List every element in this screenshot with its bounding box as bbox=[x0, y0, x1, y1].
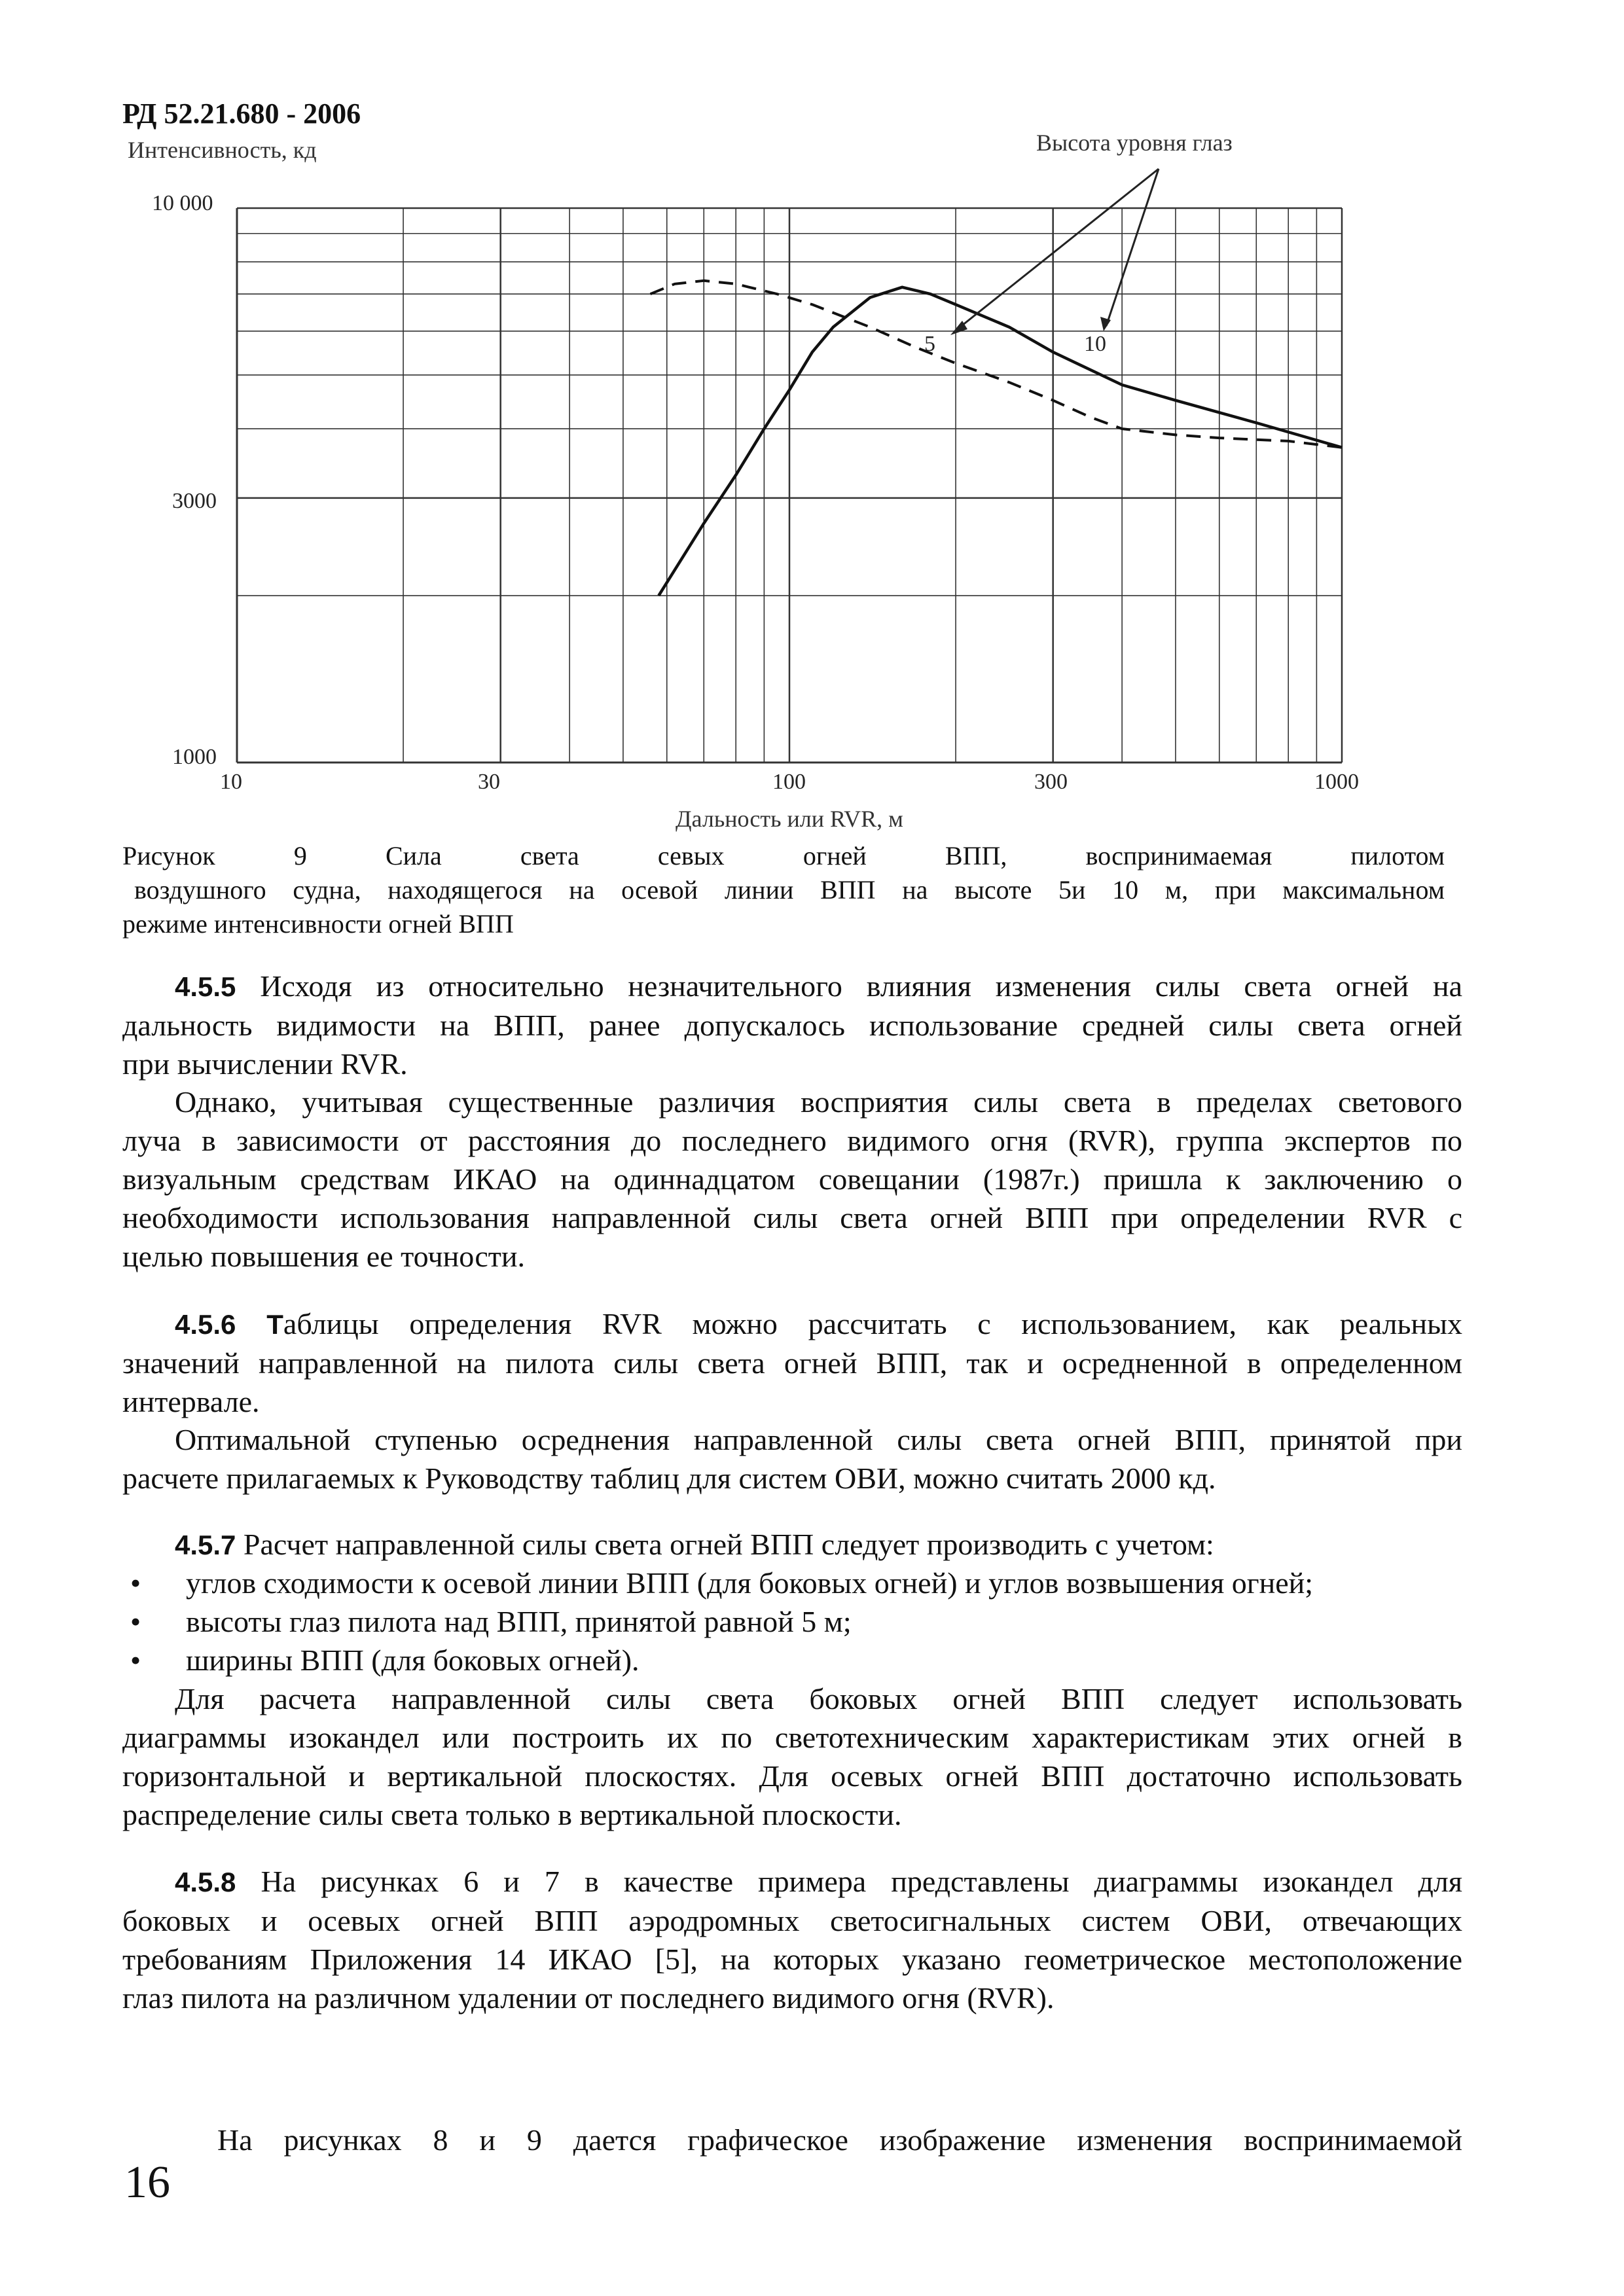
list-item bbox=[122, 1564, 1462, 1602]
caption-word: ВПП, bbox=[945, 841, 1007, 870]
paragraph-text: Оптимальной ступенью осреднения направленной силы света огней ВПП, принятой при bbox=[175, 1423, 1462, 1456]
paragraph-4-5-5-continued bbox=[122, 1083, 1462, 1276]
paragraph-text: Для расчета направленной силы света боковых огней ВПП следует использовать bbox=[175, 1682, 1462, 1715]
y-tick-label: 3000 bbox=[172, 489, 217, 513]
paragraph-4-5-6 bbox=[122, 1304, 1462, 1421]
paragraph-final bbox=[122, 2121, 1462, 2159]
paragraph-text: боковых и осевых огней ВПП аэродромных светосигнальных систем ОВИ, отвечающих bbox=[122, 1904, 1462, 1937]
paragraph-4-5-7-continued bbox=[122, 1679, 1462, 1834]
x-tick-label: 100 bbox=[772, 770, 806, 794]
figure-caption-line-1 bbox=[122, 839, 1445, 873]
paragraph-text: луча в зависимости от расстояния до последнего видимого огня (RVR), группа экспертов по bbox=[122, 1124, 1462, 1157]
paragraph-text: глаз пилота на различном удалении от последнего видимого огня (RVR). bbox=[122, 1981, 1055, 2015]
list-item-text: высоты глаз пилота над ВПП, принятой равной 5 м; bbox=[186, 1605, 852, 1638]
x-tick-label: 30 bbox=[478, 770, 500, 794]
arrow-line-10 bbox=[1106, 169, 1159, 326]
caption-word: пилотом bbox=[1350, 841, 1445, 870]
figure-caption-line-3: режиме интенсивности огней ВПП bbox=[122, 909, 514, 939]
paragraph-text: На рисунках 8 и 9 дается графическое изображение изменения воспринимаемой bbox=[217, 2123, 1462, 2157]
chart-grid bbox=[237, 208, 1342, 762]
x-tick-label: 1000 bbox=[1314, 770, 1359, 794]
page-number: 16 bbox=[124, 2157, 170, 2208]
curve-label-5: 5 bbox=[924, 332, 935, 356]
bullet-dot: • bbox=[130, 1605, 141, 1638]
paragraph-text: Однако, учитывая существенные различия восприятия силы света в пределах светового bbox=[175, 1085, 1462, 1119]
chart-series bbox=[651, 281, 1343, 596]
caption-word: света bbox=[520, 841, 579, 870]
paragraph-text: аблицы определения RVR можно рассчитать с использованием, как реальных bbox=[283, 1307, 1462, 1340]
paragraph-4-5-7 bbox=[122, 1525, 1462, 1564]
bullet-dot: • bbox=[130, 1566, 141, 1600]
eye-height-label: Высота уровня глаз bbox=[1036, 130, 1233, 156]
x-axis-label: Дальность или RVR, м bbox=[676, 806, 903, 832]
arrow-line-5 bbox=[956, 169, 1159, 331]
paragraph-text: требованиям Приложения 14 ИКАО [5], на которых указано геометрическое местоположение bbox=[122, 1943, 1462, 1976]
paragraph-text: расчете прилагаемых к Руководству таблиц для систем ОВИ, можно считать 2000 кд. bbox=[122, 1462, 1216, 1495]
eye-height-arrows bbox=[950, 169, 1159, 335]
list-item bbox=[122, 1641, 1462, 1679]
paragraph-text: горизонтальной и вертикальной плоскостях. Для осевых огней ВПП достаточно использовать bbox=[122, 1759, 1462, 1793]
x-tick-label: 10 bbox=[220, 770, 242, 794]
curve-label-10: 10 bbox=[1084, 332, 1106, 356]
section-number: 4.5.5 bbox=[175, 971, 236, 1002]
x-tick-label: 300 bbox=[1034, 770, 1068, 794]
figure-caption-line-2: воздушного судна, находящегося на осевой линии ВПП на высоте 5и 10 м, при максимальном bbox=[134, 875, 1445, 905]
paragraph-text: Расчет направленной силы света огней ВПП следует производить с учетом: bbox=[236, 1528, 1214, 1561]
list-item bbox=[122, 1602, 1462, 1641]
paragraph-text: дальность видимости на ВПП, ранее допускалось использование средней силы света огней bbox=[122, 1009, 1462, 1042]
caption-word: Сила bbox=[385, 841, 442, 870]
section-number: 4.5.7 bbox=[175, 1530, 236, 1560]
section-number: 4.5.8 bbox=[175, 1867, 236, 1897]
section-number: 4.5.6 bbox=[175, 1309, 236, 1340]
list-item-text: углов сходимости к осевой линии ВПП (для боковых огней) и углов возвышения огней; bbox=[186, 1566, 1314, 1600]
paragraph-text: диаграммы изокандел или построить их по светотехническим характеристикам этих огней в bbox=[122, 1721, 1462, 1754]
caption-word: севых bbox=[657, 841, 725, 870]
y-tick-label: 10 000 bbox=[152, 191, 213, 215]
paragraph-text: необходимости использования направленной силы света огней ВПП при определении RVR с bbox=[122, 1201, 1462, 1234]
series-line-10 bbox=[659, 287, 1342, 596]
paragraph-text: значений направленной на пилота силы света огней ВПП, так и осредненной в определенном bbox=[122, 1346, 1462, 1380]
paragraph-text: целью повышения ее точности. bbox=[122, 1240, 525, 1273]
series-line-5 bbox=[651, 281, 1343, 448]
document-id: РД 52.21.680 - 2006 bbox=[122, 98, 361, 130]
paragraph-text: На рисунках 6 и 7 в качестве примера представлены диаграммы изокандел для bbox=[236, 1865, 1462, 1898]
paragraph-4-5-6-continued bbox=[122, 1420, 1462, 1498]
intensity-chart bbox=[0, 0, 1624, 851]
list-item-text: ширины ВПП (для боковых огней). bbox=[186, 1643, 640, 1677]
bullet-dot: • bbox=[130, 1643, 141, 1677]
paragraph-text: распределение силы света только в вертикальной плоскости. bbox=[122, 1798, 902, 1831]
bullet-list bbox=[122, 1564, 1462, 1679]
caption-word: Рисунок bbox=[122, 841, 215, 870]
y-tick-label: 1000 bbox=[172, 745, 217, 769]
paragraph-4-5-5 bbox=[122, 967, 1462, 1083]
paragraph-text: интервале. bbox=[122, 1385, 260, 1418]
paragraph-text: Исходя из относительно незначительного влияния изменения силы света огней на bbox=[236, 969, 1462, 1003]
section-first-letter: Т bbox=[236, 1309, 283, 1340]
paragraph-4-5-8 bbox=[122, 1862, 1462, 2017]
caption-word: 9 bbox=[293, 841, 307, 870]
y-axis-label: Интенсивность, кд bbox=[128, 137, 317, 163]
caption-word: огней bbox=[803, 841, 867, 870]
paragraph-text: при вычислении RVR. bbox=[122, 1047, 408, 1081]
paragraph-text: визуальным средствам ИКАО на одиннадцатом совещании (1987г.) пришла к заключению о bbox=[122, 1162, 1462, 1196]
caption-word: воспринимаемая bbox=[1085, 841, 1272, 870]
